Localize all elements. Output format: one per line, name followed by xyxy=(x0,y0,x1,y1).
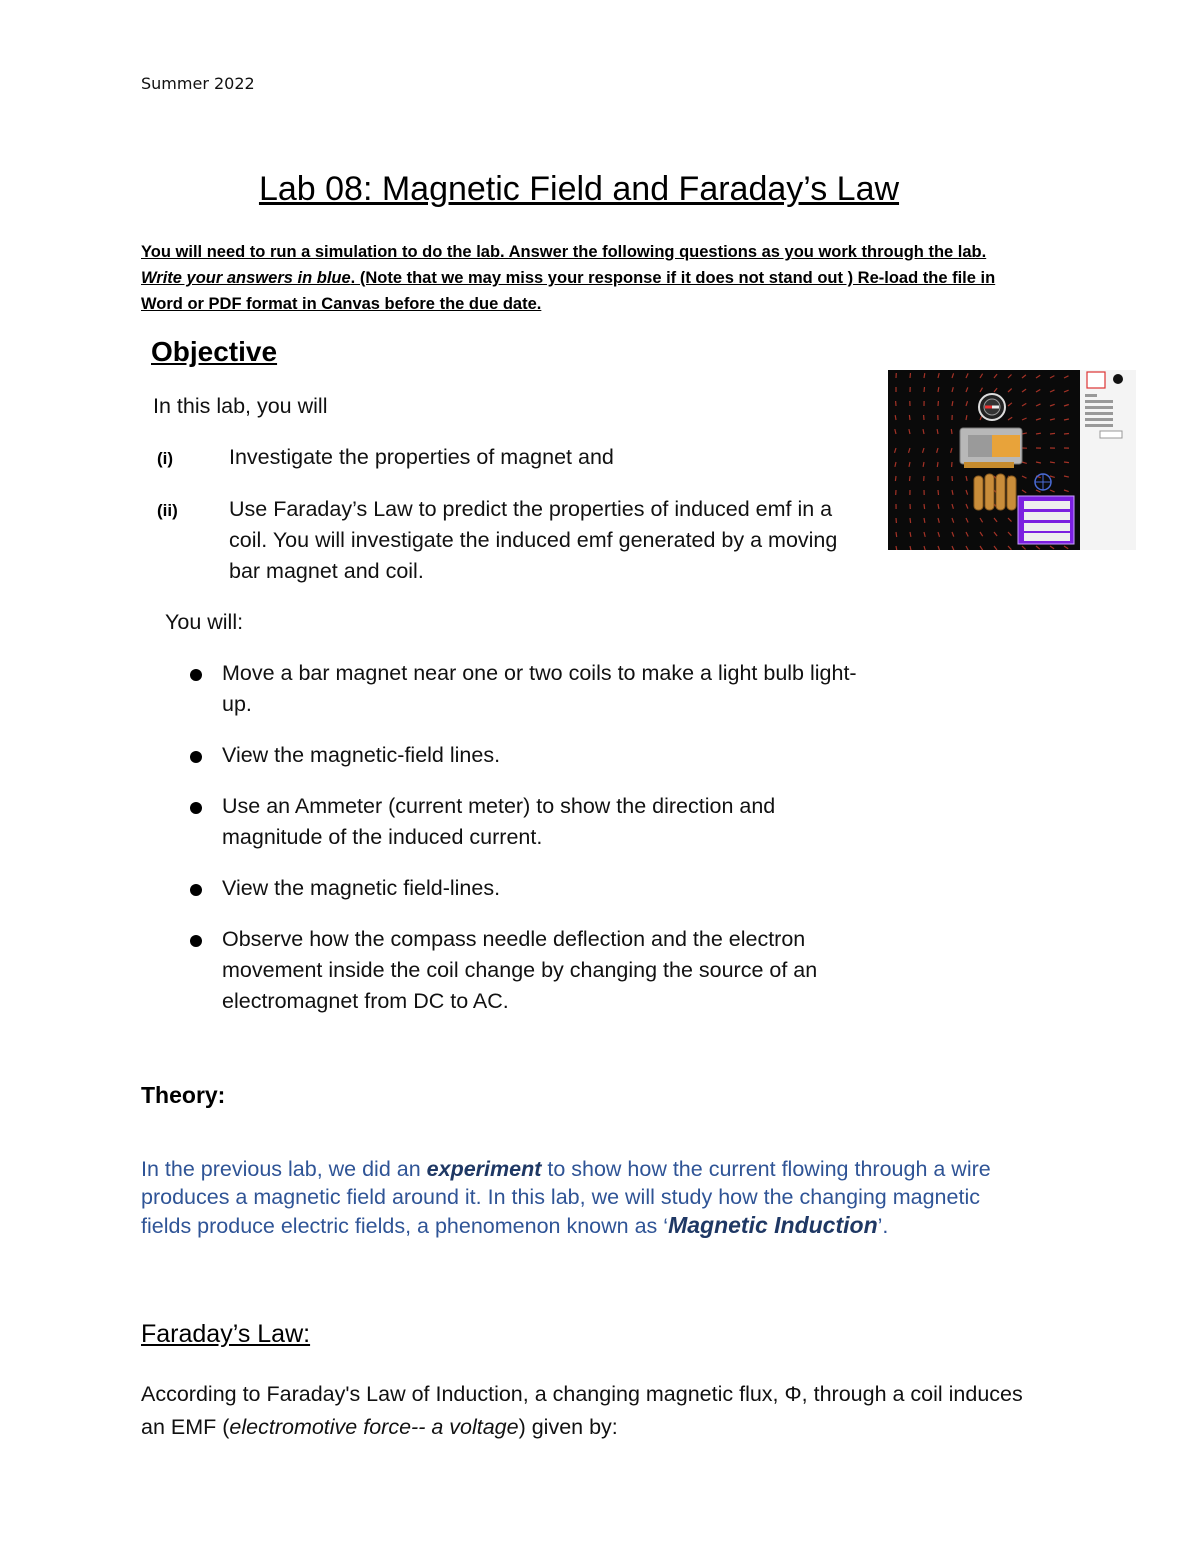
field-arrow xyxy=(924,387,925,392)
faraday-text: , through a coil induces an EMF ( xyxy=(141,1382,1023,1439)
field-arrow xyxy=(924,373,925,378)
instructions xyxy=(141,239,1021,317)
bullet-dot xyxy=(190,884,202,896)
bullet-dot xyxy=(190,935,202,947)
field-arrow xyxy=(951,429,952,434)
bullet-item: View the magnetic field-lines. xyxy=(222,876,501,900)
objective-item-text: Investigate the properties of magnet and xyxy=(229,445,614,469)
field-arrow xyxy=(1064,462,1069,463)
field-arrow xyxy=(1036,433,1041,434)
bullet-dot xyxy=(190,669,202,681)
objective-item-text: Use Faraday’s Law to predict the properties of induced emf in a coil. You will investigate the induced emf generated by a moving bar magnet and coil. xyxy=(229,497,838,583)
theory-text: to show how the current flowing through a wire produces a magnetic field around it. In this lab, we will study how the changing magnetic fields produce electric fields, a phenomenon known as ‘ xyxy=(141,1157,991,1238)
theory-text: ’. xyxy=(877,1214,889,1238)
flux-symbol: Φ xyxy=(784,1382,802,1406)
bullet-item: Move a bar magnet near one or two coils to make a light bulb light-up. xyxy=(222,661,857,716)
objective-intro: In this lab, you will xyxy=(153,394,328,418)
theory-heading: Theory: xyxy=(141,1082,226,1108)
field-arrow xyxy=(896,532,897,537)
you-will-label: You will: xyxy=(165,610,244,634)
field-arrow xyxy=(924,504,925,509)
field-arrow xyxy=(909,415,910,420)
objective-item-number: (i) xyxy=(157,449,174,468)
instructions-emphasis: Write your answers in blue xyxy=(141,269,351,287)
theory-emphasis-induction: Magnetic Induction xyxy=(668,1212,878,1238)
header-term: Summer 2022 xyxy=(141,74,255,93)
field-arrow xyxy=(938,490,939,495)
field-arrow xyxy=(910,518,911,523)
theory-emphasis-experiment: experiment xyxy=(426,1157,542,1181)
field-arrow xyxy=(938,387,939,392)
bullet-item: Observe how the compass needle deflection and the electron movement inside the coil change by changing the source of an electromagnet from DC to AC. xyxy=(222,927,818,1013)
instructions-text-end: . (Note that we may miss your response if it does not stand out ) Re-load the file in Word or PDF format in Canvas before the due date. xyxy=(141,269,996,313)
page-title: Lab 08: Magnetic Field and Faraday’s Law xyxy=(258,170,900,208)
faraday-paragraph xyxy=(141,1378,1031,1444)
field-arrow xyxy=(1064,434,1069,435)
bullet-dot xyxy=(190,751,202,763)
bullet-item: View the magnetic-field lines. xyxy=(222,743,501,767)
faraday-text: ) given by: xyxy=(518,1415,618,1439)
field-arrow xyxy=(1050,462,1055,463)
field-arrow xyxy=(1050,433,1055,434)
field-arrow xyxy=(910,373,911,378)
field-arrow xyxy=(910,476,911,481)
faraday-text: According to Faraday's Law of Induction, a changing magnetic flux, xyxy=(141,1382,785,1406)
field-arrow xyxy=(895,476,896,481)
bullet-item: Use an Ammeter (current meter) to show the direction and magnitude of the induced current. xyxy=(222,794,776,849)
theory-paragraph xyxy=(141,1155,1021,1240)
bullet-dot xyxy=(190,802,202,814)
field-arrow xyxy=(937,462,938,467)
faraday-heading: Faraday’s Law: xyxy=(141,1320,311,1348)
faraday-emphasis: electromotive force-- a voltage xyxy=(229,1415,519,1439)
theory-text: In the previous lab, we did an xyxy=(141,1157,427,1181)
objective-item-number: (ii) xyxy=(157,501,178,520)
simulation-screenshot xyxy=(888,370,1136,550)
field-arrow xyxy=(895,415,896,420)
instructions-text: You will need to run a simulation to do the lab. Answer the following questions as you work through the lab. xyxy=(141,243,987,261)
objective-heading: Objective xyxy=(151,336,278,367)
